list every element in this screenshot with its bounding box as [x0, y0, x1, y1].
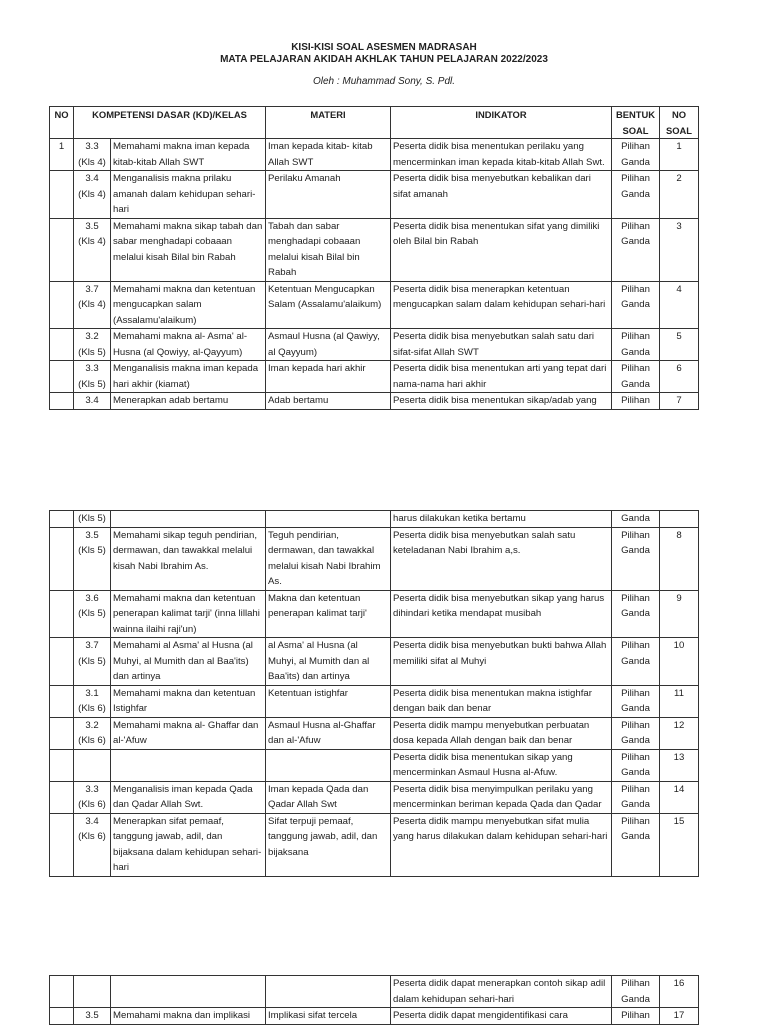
- cell-materi: [266, 976, 391, 1008]
- cell-materi: Makna dan ketentuan penerapan kalimat tarji': [266, 590, 391, 638]
- table-row: [50, 393, 699, 410]
- cell-bentuk-soal: Pilihan Ganda: [612, 329, 660, 361]
- cell-no-soal: 14: [660, 781, 699, 813]
- col-header-kd: KOMPETENSI DASAR (KD)/KELAS: [74, 107, 266, 139]
- cell-bentuk-soal: Pilihan: [612, 1008, 660, 1025]
- cell-no-soal: [660, 511, 699, 528]
- cell-no-soal: 10: [660, 638, 699, 686]
- cell-bentuk-soal: Pilihan Ganda: [612, 171, 660, 219]
- cell-materi: al Asma' al Husna (al Muhyi, al Mumith dan al Baa'its) dan artinya: [266, 638, 391, 686]
- cell-materi: Perilaku Amanah: [266, 171, 391, 219]
- table-row: [50, 511, 699, 528]
- cell-indikator: Peserta didik mampu menyebutkan perbuatan dosa kepada Allah dengan baik dan benar: [391, 717, 612, 749]
- cell-no-soal: 6: [660, 361, 699, 393]
- table-row: [50, 813, 699, 876]
- cell-kd-kelas: 3.4 (Kls 6): [74, 813, 111, 876]
- cell-indikator: Peserta didik bisa menerapkan ketentuan mengucapkan salam dalam kehidupan sehari-hari: [391, 281, 612, 329]
- cell-no: [50, 685, 74, 717]
- document-author: Oleh : Muhammad Sony, S. Pdl.: [312, 76, 456, 87]
- cell-materi: Adab bertamu: [266, 393, 391, 410]
- cell-no: [50, 638, 74, 686]
- cell-no-soal: 1: [660, 139, 699, 171]
- cell-kd-kelas: 3.4: [74, 393, 111, 410]
- cell-bentuk-soal: Pilihan: [612, 393, 660, 410]
- cell-bentuk-soal: Pilihan Ganda: [612, 218, 660, 281]
- cell-kompetensi: Memahami makna sikap tabah dan sabar menghadapi cobaaan melalui kisah Bilal bin Rabah: [111, 218, 266, 281]
- cell-kompetensi: Memahami makna dan implikasi: [111, 1008, 266, 1025]
- cell-kompetensi: Menerapkan sifat pemaaf, tanggung jawab, adil, dan bijaksana dalam kehidupan sehari-hari: [111, 813, 266, 876]
- cell-materi: Teguh pendirian, dermawan, dan tawakkal melalui kisah Nabi Ibrahim As.: [266, 527, 391, 590]
- table-row: [50, 1008, 699, 1025]
- cell-kompetensi: Menerapkan adab bertamu: [111, 393, 266, 410]
- cell-bentuk-soal: Pilihan Ganda: [612, 717, 660, 749]
- cell-kompetensi: [111, 976, 266, 1008]
- cell-indikator: Peserta didik bisa menentukan sifat yang dimiliki oleh Bilal bin Rabah: [391, 218, 612, 281]
- cell-materi: Iman kepada hari akhir: [266, 361, 391, 393]
- cell-materi: [266, 511, 391, 528]
- cell-no-soal: 17: [660, 1008, 699, 1025]
- table-row: [50, 590, 699, 638]
- cell-no: [50, 717, 74, 749]
- kisi-kisi-table-page-3: [49, 975, 699, 1025]
- table-row: [50, 976, 699, 1008]
- cell-indikator: Peserta didik bisa menentukan sikap yang mencerminkan Asmaul Husna al-Afuw.: [391, 749, 612, 781]
- cell-no: [50, 218, 74, 281]
- cell-no: [50, 749, 74, 781]
- cell-indikator: Peserta didik bisa menyebutkan salah satu dari sifat-sifat Allah SWT: [391, 329, 612, 361]
- cell-no-soal: 11: [660, 685, 699, 717]
- cell-indikator: Peserta didik bisa menyebutkan sikap yang harus dihindari ketika mendapat musibah: [391, 590, 612, 638]
- cell-no: [50, 527, 74, 590]
- cell-kd-kelas: 3.2 (Kls 6): [74, 717, 111, 749]
- cell-materi: Sifat terpuji pemaaf, tanggung jawab, adil, dan bijaksana: [266, 813, 391, 876]
- cell-no-soal: 12: [660, 717, 699, 749]
- cell-kompetensi: [111, 511, 266, 528]
- cell-indikator: harus dilakukan ketika bertamu: [391, 511, 612, 528]
- table-row: [50, 638, 699, 686]
- document-header: [0, 42, 768, 87]
- cell-materi: Iman kepada Qada dan Qadar Allah Swt: [266, 781, 391, 813]
- cell-indikator: Peserta didik bisa menentukan perilaku yang mencerminkan iman kepada kitab-kitab Allah Swt.: [391, 139, 612, 171]
- cell-kd-kelas: 3.2 (Kls 5): [74, 329, 111, 361]
- cell-no-soal: 8: [660, 527, 699, 590]
- cell-materi: Asmaul Husna (al Qawiyy, al Qayyum): [266, 329, 391, 361]
- cell-indikator: Peserta didik bisa menyimpulkan perilaku yang mencerminkan beriman kepada Qada dan Qadar: [391, 781, 612, 813]
- table-row: [50, 218, 699, 281]
- cell-kd-kelas: [74, 749, 111, 781]
- col-header-materi: MATERI: [266, 107, 391, 139]
- cell-no: [50, 511, 74, 528]
- table-row: [50, 139, 699, 171]
- cell-bentuk-soal: Pilihan Ganda: [612, 685, 660, 717]
- cell-no: [50, 1008, 74, 1025]
- cell-kd-kelas: [74, 976, 111, 1008]
- table-row: [50, 527, 699, 590]
- cell-no-soal: 4: [660, 281, 699, 329]
- col-header-nosoal: NO SOAL: [660, 107, 699, 139]
- cell-indikator: Peserta didik dapat menerapkan contoh sikap adil dalam kehidupan sehari-hari: [391, 976, 612, 1008]
- cell-no: [50, 329, 74, 361]
- cell-bentuk-soal: Pilihan Ganda: [612, 590, 660, 638]
- cell-kd-kelas: 3.5: [74, 1008, 111, 1025]
- cell-bentuk-soal: Pilihan Ganda: [612, 638, 660, 686]
- cell-kd-kelas: 3.3 (Kls 6): [74, 781, 111, 813]
- cell-kd-kelas: 3.6 (Kls 5): [74, 590, 111, 638]
- cell-kompetensi: Menganalisis makna iman kepada hari akhir (kiamat): [111, 361, 266, 393]
- cell-materi: Implikasi sifat tercela: [266, 1008, 391, 1025]
- cell-kompetensi: Memahami makna dan ketentuan mengucapkan salam (Assalamu'alaikum): [111, 281, 266, 329]
- cell-indikator: Peserta didik bisa menyebutkan bukti bahwa Allah memiliki sifat al Muhyi: [391, 638, 612, 686]
- cell-kompetensi: Memahami makna dan ketentuan penerapan kalimat tarji' (inna lillahi wainna ilaihi raji'un): [111, 590, 266, 638]
- cell-no: [50, 171, 74, 219]
- cell-kd-kelas: 3.4 (Kls 4): [74, 171, 111, 219]
- cell-indikator: Peserta didik bisa menyebutkan kebalikan dari sifat amanah: [391, 171, 612, 219]
- cell-kd-kelas: 3.3 (Kls 5): [74, 361, 111, 393]
- cell-no-soal: 5: [660, 329, 699, 361]
- cell-kompetensi: [111, 749, 266, 781]
- table-row: [50, 781, 699, 813]
- cell-kd-kelas: (Kls 5): [74, 511, 111, 528]
- cell-materi: Asmaul Husna al-Ghaffar dan al-'Afuw: [266, 717, 391, 749]
- cell-materi: Ketentuan istighfar: [266, 685, 391, 717]
- cell-kd-kelas: 3.3 (Kls 4): [74, 139, 111, 171]
- cell-no: [50, 393, 74, 410]
- kisi-kisi-table-page-1: [49, 106, 699, 410]
- col-header-no: NO: [50, 107, 74, 139]
- table-row: [50, 361, 699, 393]
- cell-no-soal: 16: [660, 976, 699, 1008]
- cell-no-soal: 2: [660, 171, 699, 219]
- cell-materi: [266, 749, 391, 781]
- cell-no: [50, 590, 74, 638]
- cell-no-soal: 3: [660, 218, 699, 281]
- cell-kd-kelas: 3.5 (Kls 4): [74, 218, 111, 281]
- document-title: KISI-KISI SOAL ASESMEN MADRASAH: [291, 42, 477, 53]
- cell-materi: Iman kepada kitab- kitab Allah SWT: [266, 139, 391, 171]
- cell-kompetensi: Memahami makna dan ketentuan Istighfar: [111, 685, 266, 717]
- cell-kd-kelas: 3.7 (Kls 4): [74, 281, 111, 329]
- cell-indikator: Peserta didik bisa menentukan arti yang tepat dari nama-nama hari akhir: [391, 361, 612, 393]
- col-header-indikator: INDIKATOR: [391, 107, 612, 139]
- cell-kompetensi: Menganalisis iman kepada Qada dan Qadar Allah Swt.: [111, 781, 266, 813]
- table-row: [50, 749, 699, 781]
- cell-bentuk-soal: Pilihan Ganda: [612, 781, 660, 813]
- cell-indikator: Peserta didik dapat mengidentifikasi cara: [391, 1008, 612, 1025]
- cell-kompetensi: Menganalisis makna prilaku amanah dalam kehidupan sehari-hari: [111, 171, 266, 219]
- cell-kompetensi: Memahami makna al- Ghaffar dan al-'Afuw: [111, 717, 266, 749]
- table-row: [50, 717, 699, 749]
- cell-no: [50, 781, 74, 813]
- cell-kompetensi: Memahami sikap teguh pendirian, dermawan, dan tawakkal melalui kisah Nabi Ibrahim As.: [111, 527, 266, 590]
- cell-kd-kelas: 3.5 (Kls 5): [74, 527, 111, 590]
- cell-no-soal: 13: [660, 749, 699, 781]
- cell-bentuk-soal: Pilihan Ganda: [612, 976, 660, 1008]
- cell-bentuk-soal: Pilihan Ganda: [612, 281, 660, 329]
- cell-bentuk-soal: Pilihan Ganda: [612, 749, 660, 781]
- cell-no: 1: [50, 139, 74, 171]
- cell-kd-kelas: 3.7 (Kls 5): [74, 638, 111, 686]
- cell-materi: Tabah dan sabar menghadapi cobaaan melalui kisah Bilal bin Rabah: [266, 218, 391, 281]
- cell-kompetensi: Memahami makna al- Asma' al- Husna (al Qowiyy, al-Qayyum): [111, 329, 266, 361]
- table-row: [50, 171, 699, 219]
- cell-indikator: Peserta didik bisa menentukan makna istighfar dengan baik dan benar: [391, 685, 612, 717]
- table-header-row: [50, 107, 699, 139]
- cell-no: [50, 813, 74, 876]
- cell-no: [50, 281, 74, 329]
- kisi-kisi-table-page-2: [49, 510, 699, 877]
- cell-materi: Ketentuan Mengucapkan Salam (Assalamu'alaikum): [266, 281, 391, 329]
- cell-indikator: Peserta didik mampu menyebutkan sifat mulia yang harus dilakukan dalam kehidupan sehari-hari: [391, 813, 612, 876]
- cell-bentuk-soal: Ganda: [612, 511, 660, 528]
- cell-kompetensi: Memahami al Asma' al Husna (al Muhyi, al Mumith dan al Baa'its) dan artinya: [111, 638, 266, 686]
- cell-kompetensi: Memahami makna iman kepada kitab-kitab Allah SWT: [111, 139, 266, 171]
- table-row: [50, 329, 699, 361]
- cell-no-soal: 15: [660, 813, 699, 876]
- cell-kd-kelas: 3.1 (Kls 6): [74, 685, 111, 717]
- table-row: [50, 281, 699, 329]
- col-header-bentuk: BENTUK SOAL: [612, 107, 660, 139]
- cell-bentuk-soal: Pilihan Ganda: [612, 527, 660, 590]
- document-subtitle: MATA PELAJARAN AKIDAH AKHLAK TAHUN PELAJARAN 2022/2023: [220, 54, 548, 65]
- cell-bentuk-soal: Pilihan Ganda: [612, 813, 660, 876]
- cell-bentuk-soal: Pilihan Ganda: [612, 139, 660, 171]
- cell-indikator: Peserta didik bisa menentukan sikap/adab yang: [391, 393, 612, 410]
- table-row: [50, 685, 699, 717]
- cell-no: [50, 361, 74, 393]
- cell-indikator: Peserta didik bisa menyebutkan salah satu keteladanan Nabi Ibrahim a,s.: [391, 527, 612, 590]
- cell-no: [50, 976, 74, 1008]
- cell-no-soal: 7: [660, 393, 699, 410]
- cell-no-soal: 9: [660, 590, 699, 638]
- cell-bentuk-soal: Pilihan Ganda: [612, 361, 660, 393]
